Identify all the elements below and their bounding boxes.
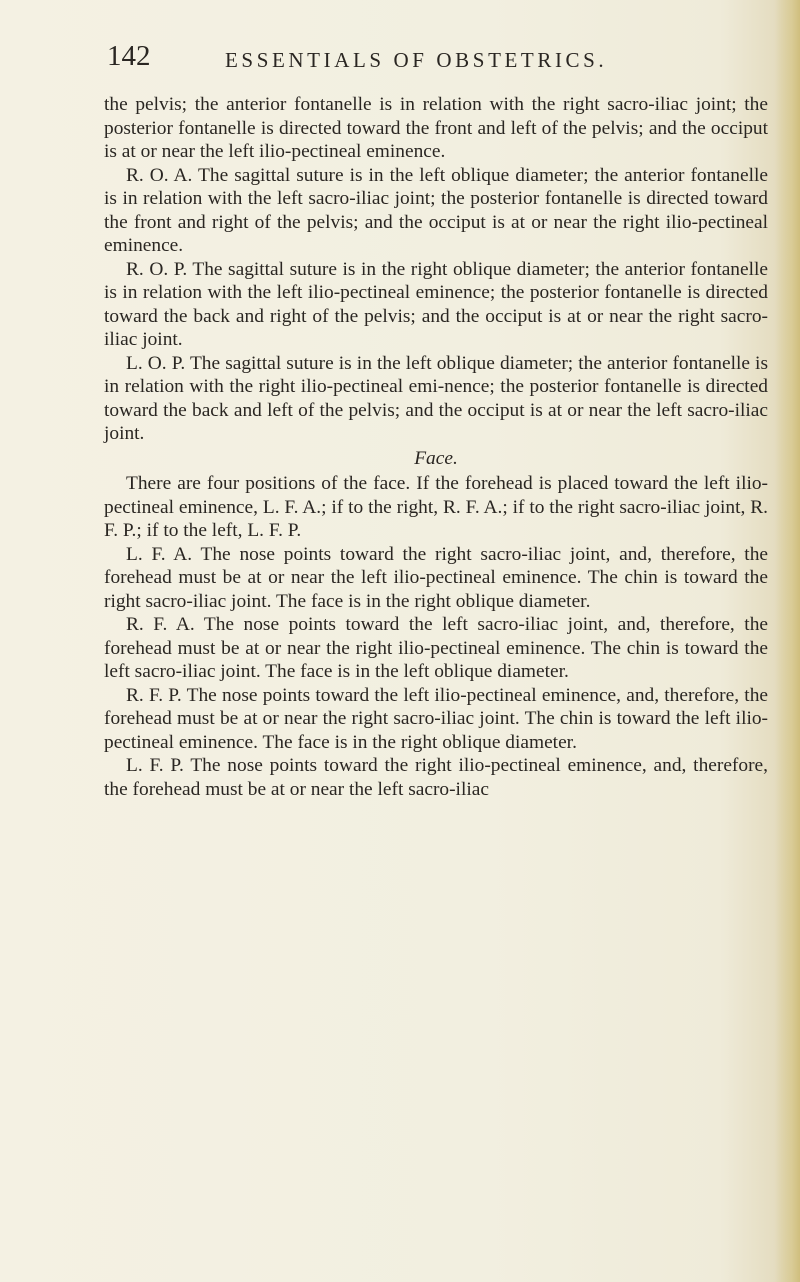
page-edge-discoloration	[774, 0, 800, 1282]
paragraph-lfp: L. F. P. The nose points toward the right ilio-pectineal eminence, and, therefore, the forehead must be at or near the left sacro-iliac	[104, 755, 768, 800]
running-head: ESSENTIALS OF OBSTETRICS.	[225, 48, 608, 72]
paragraph-lfa: L. F. A. The nose points toward the right sacro-iliac joint, and, therefore, the forehead must be at or near the left ilio-pectineal eminence. The chin is toward the right sacro-iliac joint. The face is in the right oblique diameter.	[104, 543, 768, 612]
paragraph-continued: the pelvis; the anterior fontanelle is in relation with the right sacro-iliac joint; the posterior fontanelle is directed toward the front and left of the pelvis; and the occiput is at or near the left ilio-pectineal eminence.	[104, 94, 768, 162]
paragraph-roa: R. O. A. The sagittal suture is in the left oblique diameter; the anterior fontanelle is in relation with the left sacro-iliac joint; the posterior fontanelle is directed toward the front and right of the pelvis; and the occiput is at or near the right ilio-pectineal eminence.	[104, 164, 768, 256]
page-number: 142	[107, 40, 151, 72]
paragraph-face-intro: There are four positions of the face. If the forehead is placed toward the left ilio-pectineal eminence, L. F. A.; if to the right, R. F. A.; if to the right sacro-iliac joint, R. F. P.; if to the left, L. F. P.	[104, 473, 768, 541]
body-text	[104, 93, 768, 801]
paragraph-rop: R. O. P. The sagittal suture is in the right oblique diameter; the anterior fontanelle is in relation with the left ilio-pectineal eminence; the posterior fontanelle is directed toward the back and right of the pelvis; and the occiput is at or near the right sacro-iliac joint.	[104, 258, 768, 350]
paragraph-rfp: R. F. P. The nose points toward the left ilio-pectineal eminence, and, therefore, the forehead must be at or near the right sacro-iliac joint. The chin is toward the left ilio-pectineal eminence. The face is in the right oblique diameter.	[104, 684, 768, 753]
paragraph-rfa: R. F. A. The nose points toward the left sacro-iliac joint, and, therefore, the forehead must be at or near the right ilio-pectineal eminence. The chin is toward the left sacro-iliac joint. The face is in the left oblique diameter.	[104, 614, 768, 682]
section-heading-face: Face.	[414, 447, 458, 469]
paragraph-lop: L. O. P. The sagittal suture is in the left oblique diameter; the anterior fontanelle is in relation with the right ilio-pectineal emi-nence; the posterior fontanelle is directed toward the back and left of the pelvis; and the occiput is at or near the left sacro-iliac joint.	[104, 352, 768, 444]
page-header	[107, 40, 667, 76]
